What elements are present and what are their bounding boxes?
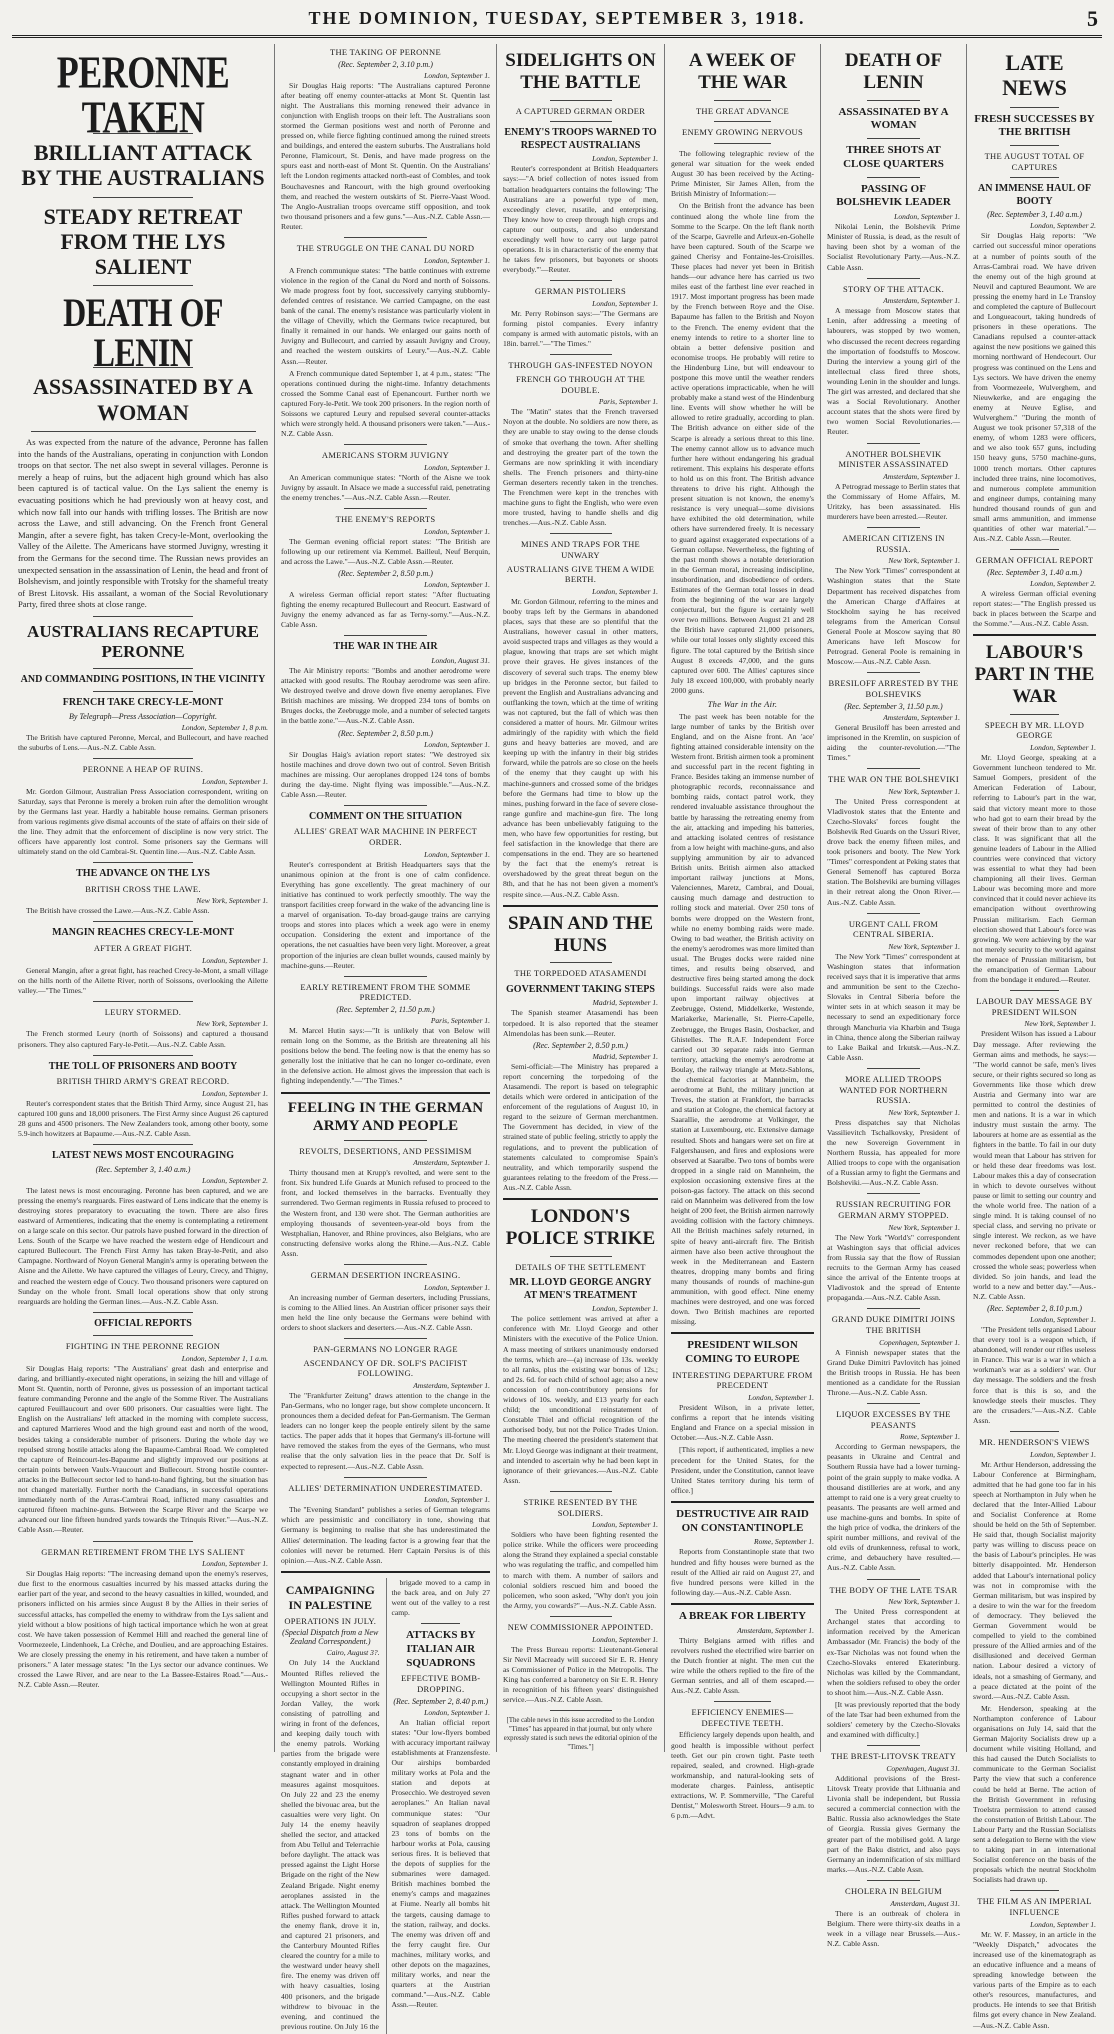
article-paragraph: An increasing number of German deserters, including Prussians, is coming to the Allied lines. An Austrian officer prisoner says their men held the line only because the Germans were behind with orders to shoot slackers and deserters.—Aus.-N.Z. Cable Assn. xyxy=(281,1292,490,1332)
headline-labours-part: LABOUR'S PART IN THE WAR xyxy=(974,642,1095,707)
subhead: FRENCH GO THROUGH AT THE DOUBLE. xyxy=(515,373,646,395)
headline-brilliant-attack: BRILLIANT ATTACK BY THE AUSTRALIANS xyxy=(21,140,265,191)
article-paragraph: Reuter's correspondent at British Headquarters says:—"A brief collection of notes issued from battalion headquarters contains the following: 'The Australians are a powerful type of men, exceedingly clever, rusatile, and enterprising. They know how to creep through high crops and capture our outposts, and also understand exceedingly well how to carry out large patrol operations. It is in characteristic of the enemy that he takes few prisoners, but bayonets or shoots everybody.'"—Reuter. xyxy=(503,164,658,275)
article-paragraph: The British have captured Peronne, Mercal, and Bullecourt, and have reached the suburbs of Lens.—Aus.-N.Z. Cable Assn. xyxy=(18,732,268,752)
article-paragraph: Semi-official:—The Ministry has prepared a report concerning the torpedoing of the Atasamendi. The report is based on telegraphic details which were ordered in anticipation of the enforcement of the regulations of August 10, in regard to the seizure of German merchantmen. The Government has decided, in view of the strained state of public feeling, strictly to apply the regulations, and to prevent the publication of statements calculated to compromise Spain's neutrality, and which temporarily suspend the guarantees relating to the freedom of the Press.—Aus.-N.Z. Cable Assn. xyxy=(503,1061,658,1192)
dateline: London, September 1. xyxy=(424,1495,490,1505)
article-paragraph: President Wilson, in a private letter, confirms a report that he intends visiting England and France on a special mission in October.—Aus.-N.Z. Cable Assn. xyxy=(671,1403,814,1443)
article-paragraph: Sir Douglas Haig reports: "The increasing demand upon the enemy's reserves, due first to the enormous casualties incurred by his massed attacks during the earlier part of the year, and second to the heavy casualties in killed, wounded, and prisoners inflicted on his armies since August 8 by the Allies in their series of successful attacks, has compelled the enemy to withdraw from the Lys salient and yield without a blow positions of high tactical importance which he won at great cost. We have taken possession of Kemmel Hill and reached the general line of Voormezeele, Lindenhoek, La Crèche, and Doulieu, and are approaching Estaires. We are closely pressing the enemy in his retirement, and have taken a number of prisoners." A later message states: "In the Lys sector our advance continues. We crossed the Lawe River, and are near to the La Bassee-Estaires Road."—Aus.-N.Z. Cable Assn.—Reuter. xyxy=(18,1569,268,1690)
received-note: (Rec. September 3, 1.40 a.m.) xyxy=(95,1164,191,1174)
received-note: (Rec. September 2, 11.50 p.m.) xyxy=(336,1005,435,1014)
dateline: London, September 1. xyxy=(202,1088,268,1098)
dateline: Amsterdam, September 1. xyxy=(413,1158,490,1168)
dateline: London, September 1. xyxy=(592,1520,658,1530)
subhead: BRITISH THIRD ARMY'S GREAT RECORD. xyxy=(56,1076,230,1087)
article-paragraph: Thirty thousand men at Krupp's revolted, and were sent to the front. Six hundred Life Guards at Munich refused to proceed to the front, and locked themselves in the barracks. Eventually they surrendered. Two German regiments in Russia refused to proceed to the Western front, and 130 were shot. The German authorities are employing thousands of seventeen-year-old boys from the Westphalian, Hanover, and Rhine provinces, also Belgians, who are constructing defensive works along the Rhine.—Aus.-N.Z. Cable Assn. xyxy=(281,1168,490,1258)
article-paragraph: On July 14 the Auckland Mounted Rifles relieved the Wellington Mounted Rifles in occupying a short sector in the Jordan Valley, the work consisting of patrolling and wiring in front of the defences, and keeping daily touch with the enemy patrols. Working parties from the brigade were constantly employed in draining stagnant water and in other measures against mosquitoes. On July 22 and 23 the enemy shelled the bivouac area, but the casualties were very light. On July 14 the enemy heavily shelled the sector, and attacked from Abu Tellul and Telerrachie before daylight. The attack was pressed against the Light Horse Brigade on the right of the New Zealand Brigade. Night enemy aeroplanes assisted in the attack. The Wellington Mounted Rifles pushed forward to attack the enemy flank, drove it in, and captured 21 prisoners, and the Canterbury Mounted Rifles cleared the country for a mile to the westward under heavy shell fire. The enemy was driven off with heavy casualties, losing 400 prisoners, and the brigade withdrew to bivouac in the evening, and continued the previous routine. On July 16 the xyxy=(281,1658,380,2031)
subhead: THE WAR IN THE AIR xyxy=(333,641,438,653)
dateline: London, September 1. xyxy=(202,955,268,965)
dateline: New York, September 1. xyxy=(888,1597,960,1607)
article-paragraph: "The President tells organised Labour that every tool is a weapon which, if abandoned, will render our rifles useless in France. This war is a war in which a workman's war as a soldiers' war. Our day message. The soldiers and the fresh force that is this is so, and the knowledge steels their muscles. They are the crusaders."—Aus.-N.Z. Cable Assn. xyxy=(973,1324,1096,1425)
dateline: New York, September 1. xyxy=(1024,1019,1096,1029)
subhead: THE AUGUST TOTAL OF CAPTURES xyxy=(984,151,1085,172)
article-paragraph: Sir Douglas Haig reports: "The Australians' great dash and enterprise and daring, and brilliantly-executed night operations, in seizing the hill and village of Mont St. Quentin, north of Peronne, gives us possession of an important tactical feature commanding Peronne and the angle of the Somme River. The Australians captured Feuillaucourt and over 600 prisoners. Our casualties were light. The English on the Australians' left attacked in the morning with complete success, and captured Marrieres Wood and the high ground east and north of the wood, besides taking a considerable number of prisoners. During the whole day we repulsed strong hostile attacks along the Bapaume-Cambrai Road. We completed the capture of Reincourt-les-Bapaume and slightly improved our positions at certain points between Vaulx-Vraucourt and Bullecourt. Strong hostile counter-attacks in the Bullecourt sector led to hand-to-hand fighting, but the situation has not changed materially. Further north the Canadians, in successful operations immediately north of the Arras-Cambrai Road, inflicted many casualties and captured fifteen machine-guns. Between the Scarpe River and the Scarpe we advanced our line fifteen hundred yards towards the Trinquis River."—Aus.-N.Z. Cable Assn.—Reuter. xyxy=(18,1363,268,1535)
headline-peronne-taken: PERONNE TAKEN xyxy=(56,47,230,143)
subhead: THE TORPEDOED ATASAMENDI xyxy=(514,968,647,979)
dateline: London, September 1. xyxy=(424,255,490,265)
dateline: London, September 1. xyxy=(424,526,490,536)
subhead: FIGHTING IN THE PERONNE REGION xyxy=(65,1341,221,1352)
subhead: THE ENEMY'S REPORTS xyxy=(335,514,436,525)
dateline: London, September 1. xyxy=(1030,1449,1096,1459)
page-number: 5 xyxy=(1087,6,1098,31)
subhead: ANOTHER BOLSHEVIK MINISTER ASSASSINATED xyxy=(838,448,949,470)
dateline: London, September 1. xyxy=(894,212,960,222)
dateline: New York, September 1. xyxy=(196,1019,268,1029)
article-paragraph: An American communique states: "North of the Aisne we took Juvigny by assault. In Alsace we made a successful raid, penetrating the enemy trenches."—Aus.-N.Z. Cable Assn.—Reuter. xyxy=(281,472,490,503)
column-3 xyxy=(496,44,664,1752)
headline-police-strike: LONDON'S POLICE STRIKE xyxy=(505,1205,656,1249)
article-paragraph: The French stormed Leury (north of Soissons) and captured a thousand prisoners. They also captured Fary-le-Petit.—Aus.-N.Z. Cable Assn. xyxy=(18,1029,268,1049)
dateline: London, September 1, 1 a.m. xyxy=(181,1353,268,1363)
dateline: Amsterdam, September 1. xyxy=(413,1380,490,1390)
article-paragraph: Reuter's correspondent at British Headquarters says that the unanimous opinion at the front is one of calm confidence. Everything has gone excellently. The great machinery of our initiative has continued to work perfectly smoothly. The way the transport facilities creep forward in the wake of the advancing line is a marvel of organisation. To-day broad-gauge trains are carrying troops and stores into places which a week ago were in enemy occupation. Considering the extent and importance of the operations, the net casualties have been very light. Moreover, a great proportion of the injuries are clean bullet wounds, caused mainly by machine-guns.—Reuter. xyxy=(281,859,490,970)
intro-paragraph: As was expected from the nature of the advance, Peronne has fallen into the hands of the Australians, operating in conjunction with London troops on that sector. The net also swept in several villages. Peronne is merely a heap of ruins, but the adjacent high ground which has also been captured is of tactical value. On the Lys salient the enemy is evacuating positions which he had previously won at heavy cost, and which now fall into our hands with trifling losses. The British are now across the Lawe, and still advancing. On the French front General Mangin, after a severe fight, has taken Crecy-le-Mont, overlooking the Valley of the Ailette. The Americans have stormed Juvigny, wresting it from the Germans for the second time. The Russian news provides an unexpected sensation in the assassination of Lenin, the head and front of Bolshevism, and jointly responsible with Trotsky for the shameful treaty of Brest Litovsk. His assailant, a woman of the Social Revolutionary Party, fired three shots at close range. xyxy=(18,437,268,610)
article-paragraph: Thirty Belgians armed with rifles and revolvers rushed the electrified wire barrier on the Dutch frontier at night. The men cut the wire while the others replied to the fire of the German sentries, and all of them escaped.—Aus.-N.Z. Cable Assn. xyxy=(671,1635,814,1696)
article-paragraph: Sir Douglas Haig reports: "The Australians captured Peronne after beating off enemy counter-attacks at Mont St. Quentin last night. The Australians this morning renewed their advance in conjunction with English troops on their left. The Australians soon stormed the German positions west and north of Peronne and pressed on, while fierce fighting continued among the ruined streets and buildings, and entered the eastern suburbs. The Australians hold Peronne, Flamicourt, St. Denis, and have made progress on the spurs east and north-east of Mont St. Quentin. On the Australians' left the London regiments attacked north-east of Combles, and took Bouchavesnes and Rancourt, with the high ground overlooking them, and reached the western outskirts of St. Pierre-Vaast Wood. The Anglo-Australian troops overcame stiff opposition, and took two thousand prisoners and a few guns."—Aus.-N.Z. Cable Assn.—Reuter. xyxy=(281,80,490,231)
advert-text: Efficiency largely depends upon health, and good health is impossible without perfect teeth. Get our pin crown tight. Paste teeth repaired, sealed, and crowned. High-grade workmanship, and natural-looking sets of moderate charges. Painless, antiseptic extractions, W. P. Sommerville, "The Careful Dentist," Molesworth Street. Hours—9 a.m. to 6 p.m.—Advt. xyxy=(671,1730,814,1821)
subhead: GOVERNMENT TAKING STEPS xyxy=(506,983,655,995)
article-paragraph: A wireless German official evening report states:—"The English pressed us back in places between the Scarpe and the Somme."—Aus.-N.Z. Cable Assn. xyxy=(973,588,1096,629)
received-note: (Rec. September 3, 11.50 p.m.) xyxy=(844,701,943,711)
dateline: New York, September 1. xyxy=(888,1107,960,1117)
article-paragraph: Mr. Arthur Henderson, addressing the Labour Conference at Birmingham, admitted that he had gone too far in his speech at Northampton in July when he declared that the Inter-Allied Labour and Socialist Conference at Rome should be held on the 5th of September. He said that, though Socialist majority party was willing to discuss peace on the basis of Labour's principles. He was bitterly disappointed. Mr. Henderson added that Labour's international policy was not in compromise with the German militarism, but was inspired by a desire to win the war for the freedom of democracy. They believed the German Government would be compelled to yield to the combined pressure of the Allied armies and of the disillusioned and deceived German nation. Labour desired a victory of ideals, not a smashing of Germany, and a peace dictated at the point of the sword.—Aus.-N.Z. Cable Assn. xyxy=(973,1459,1096,1701)
subhead: LIQUOR EXCESSES BY THE PEASANTS xyxy=(836,1409,951,1430)
subhead: THROUGH GAS-INFESTED NOYON xyxy=(508,360,653,371)
article-paragraph: The "Frankfurter Zeitung" draws attention to the change in the Pan-Germans, who no longer rage, but show complete unconcern. It pronounces them a decided defeat for Pan-Germanism. The German leaders can no longer keep the people entirely silent by the same tactics. The paper adds that it hopes that Germany's ill-fortune will have removed the stakes from the eyes of the Germans, who must realise that the only salvation lies in the peace that Dr. Solf is expected to represent.—Aus.-N.Z. Cable Assn. xyxy=(281,1390,490,1471)
subhead: GERMAN RETIREMENT FROM THE LYS SALIENT xyxy=(41,1546,245,1557)
subhead: THE STRUGGLE ON THE CANAL DU NORD xyxy=(296,243,475,254)
article-paragraph: A French communique states: "The battle continues with extreme violence in the region of the Canal du Nord and north of Soissons. We made progress foot by foot, successively carrying stubbornly-defended centres of resistance. We carried Campagne, on the east bank of the canal. The enemy's resistance was particularly violent in the village of Chevilly, which the Germans twice recaptured, but finally it remained in our hands. We enlarged our gains north of Juvigny and Bullecourt, and carried by assault Juvigny and Crouy, and reached the western outskirts of Leury."—Aus.-N.Z. Cable Assn.—Reuter. xyxy=(281,265,490,366)
subhead: LATEST NEWS MOST ENCOURAGING xyxy=(52,1150,234,1162)
editorial-note: [The cable news in this issue accredited to the London "Times" has appeared in that journal, but only where expressly stated is such news the editorial opinion of the "Times."] xyxy=(503,1717,658,1752)
article-paragraph: A message from Moscow states that Lenin, after addressing a meeting of labourers, was stopped by two women, who discussed the recent decrees regarding the importation of foodstuffs to Moscow. During the interview a young girl of the intellectual class fired three shots, wounding Lenin in the shoulder and lungs. The girl was arrested, and declared that she was a Social Revolutionary. Another account states that the shots were fired by two women Social Revolutionaries.—Reuter. xyxy=(827,306,960,437)
article-paragraph: [This report, if authenticated, implies a new precedent for the United States, for the President, under the Constitution, cannot leave United States territory during his term of office.] xyxy=(671,1445,814,1495)
headline-week-of-war: A WEEK OF THE WAR xyxy=(688,50,797,93)
article-paragraph: The following telegraphic review of the general war situation for the week ended August 30 has been received by the Acting-Prime Minister, Sir James Allen, from the British Ministry of Information:— xyxy=(671,148,814,199)
received-note: (Rec. September 3, 1.40 a.m.) xyxy=(987,210,1082,220)
dateline: London, September 1. xyxy=(424,580,490,590)
article-paragraph: The United Press correspondent at Archangel states that according to information received by the American Ambassador (Mr. Francis) the body of the ex-Tsar Nicholas was not found when the Czecho-Slovaks entered Ekaterinburg. Nicholas was killed by the Commandant, when the soldiers refused to obey the order to shoot him.—Aus.-N.Z. Cable Assn. xyxy=(827,1607,960,1697)
subhead: THE FILM AS AN IMPERIAL INFLUENCE xyxy=(977,1896,1092,1918)
subhead: MINES AND TRAPS FOR THE UNWARY xyxy=(521,539,640,560)
subhead: The War in the Air. xyxy=(707,699,778,709)
article-paragraph: The Press Bureau reports: Lieutenant-General Sir Nevil Macready will succeed Sir E. R. Henry as Commissioner of Police in the Metropolis. The King has conferred a baronetcy on Sir E. R. Henry in recognition of his fifteen years' distinguished service.—Aus.-N.Z. Cable Assn. xyxy=(503,1644,658,1704)
dateline: New York, September 1. xyxy=(888,556,960,566)
dateline: Amsterdam, September 1. xyxy=(883,471,960,481)
dateline: Amsterdam, September 1. xyxy=(883,296,960,306)
article-paragraph: General Mangin, after a great fight, has reached Crecy-le-Mont, a small village on the hills north of the Ailette River, north of Soissons, overlooking the Ailette valley.—"The Times." xyxy=(18,965,268,995)
article-paragraph: [It was previously reported that the body of the late Tsar had been exhumed from the soldiers' cemetery by the Czecho-Slovaks and examined with difficulty.] xyxy=(827,1699,960,1740)
subhead: ENEMY GROWING NERVOUS xyxy=(682,127,803,138)
article-paragraph: The police settlement was arrived at after a conference with Mr. Lloyd George and other Ministers with the executive of the Police Union. A mass meeting of strikers unanimously endorsed the terms, which are—(a) increase of 13s. weekly to all ranks, plus the existing war bonus of 12s.; and 2s. 6d. for each child of school age; also a new concession of non-contributory pensions for widows of 10s. weekly, and £13 yearly for each child; the unconditional reinstatement of Constable Thiel and official recognition of the authorised body, but not the Police Trades Union. The meeting cheered the president's statement that Mr. Lloyd George was indignant at their treatment, and intended to ascertain why he had been kept in ignorance of their grievances.—Aus.-N.Z. Cable Assn. xyxy=(503,1314,658,1485)
subhead: A CAPTURED GERMAN ORDER xyxy=(515,105,646,116)
subhead: COMMENT ON THE SITUATION xyxy=(308,810,463,822)
subhead: PASSING OF BOLSHEVIK LEADER xyxy=(836,182,951,209)
dateline: Rome, September 1. xyxy=(900,1432,960,1442)
article-paragraph: The British have crossed the Lawe.—Aus.-N.Z. Cable Assn. xyxy=(26,906,210,916)
dateline: London, September 1. xyxy=(1030,743,1096,753)
subhead: MR. LLOYD GEORGE ANGRY AT MEN'S TREATMENT xyxy=(509,1277,652,1301)
dateline: Madrid, September 1. xyxy=(592,998,658,1008)
dateline: London, September 1. xyxy=(202,776,268,786)
dateline: Copenhagen, August 31. xyxy=(886,1763,960,1773)
headline-feeling-german-army: FEELING IN THE GERMAN ARMY AND PEOPLE xyxy=(287,1099,484,1134)
dateline: London, September 1. xyxy=(592,154,658,164)
dateline: London, September 1. xyxy=(424,462,490,472)
column-5 xyxy=(820,44,966,1948)
dateline: Rome, September 1. xyxy=(754,1537,814,1547)
article-paragraph: Soldiers who have been fighting resented the police strike. While the officers were proceeding along the Strand they explained a special constable who was regulating the traffic, and compelled him to march with them. A number of sailors and colonial soldiers rescued him and booed the policemen, who soon asked, "Why don't you join the Army, you cowards?"—Aus.-N.Z. Cable Assn. xyxy=(503,1530,658,1610)
masthead-title: THE DOMINION, TUESDAY, SEPTEMBER 3, 1918. xyxy=(308,8,806,28)
article-paragraph: brigade moved to a camp in the back area, and on July 27 went out of the valley to a rest camp. xyxy=(391,1577,490,1618)
dateline: London, September 1. xyxy=(592,1304,658,1314)
subhead: GRAND DUKE DIMITRI JOINS THE BRITISH xyxy=(831,1314,956,1335)
received-note: (Rec. September 2, 8.50 p.m.) xyxy=(338,728,433,738)
subhead: OPERATIONS IN JULY. xyxy=(284,1615,377,1626)
headline-death-of-lenin: DEATH OF LENIN xyxy=(63,289,223,375)
column-2 xyxy=(274,44,496,2031)
dateline: London, September 1. xyxy=(424,1282,490,1292)
subhead: EFFECTIVE BOMB-DROPPING. xyxy=(401,1673,481,1695)
article-paragraph: An Italian official report states: "Our low-flyers bombed with accuracy important railway establishments at Franzensfeste. Our airships bombarded military works at Pola and the station and depots at Prosecchio. We destroyed seven aeroplanes." An Italian naval communique states: "Our squadron of seaplanes dropped 23 tons of bombs on the harbour works at Pola, causing serious fires. It is believed that the depots of supplies for the submarines were damaged. British machines bombed the enemy's camps and magazines at Fiume. Nearly all bombs hit the targets, causing damage to the station, railway, and docks. The enemy was driven off and the ferry caught fire. Our machines, military works, and other depots on the magazines, military works, and near the quarters at the Austrian command."—Aus.-N.Z. Cable Assn.—Reuter. xyxy=(391,1717,490,2010)
dateline: Amsterdam, August 31. xyxy=(890,1898,960,1908)
dateline: London, September 1. xyxy=(202,1559,268,1569)
dateline: New York, September 1. xyxy=(196,896,268,906)
subhead: ALLIES' DETERMINATION UNDERESTIMATED. xyxy=(288,1482,483,1493)
subhead: ALLIES' GREAT WAR MACHINE IN PERFECT ORDER. xyxy=(293,826,478,848)
article-paragraph: The Spanish steamer Atasamendi has been torpedoed. It is also reported that the steamer Almendolas has been sunk.—Reuter. xyxy=(503,1008,658,1038)
masthead xyxy=(12,4,1102,38)
received-note: (Rec. September 2, 8.10 p.m.) xyxy=(987,1303,1082,1313)
subhead: AFTER A GREAT FIGHT. xyxy=(93,942,193,953)
article-paragraph: Reports from Constantinople state that two hundred and fifty houses were burned as the result of the Allied air raid on August 27, and five hundred persons were killed in the following day.—Aus.-N.Z. Cable Assn. xyxy=(671,1547,814,1597)
article-paragraph: Sir Douglas Haig's aviation report states: "We destroyed six hostile machines and drove down two out of control. Seven British machines are missing. Our aeroplanes dropped 124 tons of bombs during the day-time. Night flying was impossible."—Aus.-N.Z. Cable Assn.—Reuter. xyxy=(281,749,490,799)
article-paragraph: The German evening official report states: "The British are following up our retirement via Kemmel. Bailleul, Neuf Berquin, and across the Lawe."—Aus.-N.Z. Cable Assn.—Reuter. xyxy=(281,536,490,566)
column-1 xyxy=(12,44,274,1752)
article-paragraph: Reuter's correspondent states that the British Third Army, since August 21, has captured 100 guns and 18,000 prisoners. The First Army since August 26 captured 28 guns and 4500 prisoners. The New Zealanders took, among other booty, some 5.9-inch howitzers at Bapaume.—Aus.-N.Z. Cable Assn. xyxy=(18,1098,268,1139)
received-note: (Rec. September 2, 8.50 p.m.) xyxy=(533,1040,628,1050)
subhead: MORE ALLIED TROOPS WANTED FOR NORTHERN RUSSIA. xyxy=(839,1073,948,1106)
dateline: London, September 1. xyxy=(592,586,658,596)
headline-death-of-lenin-2: DEATH OF LENIN xyxy=(844,50,943,93)
subhead: ENEMY'S TROOPS WARNED TO RESPECT AUSTRALIANS xyxy=(504,127,657,151)
subhead: ASCENDANCY OF DR. SOLF'S PACIFIST FOLLOWING. xyxy=(303,1357,468,1379)
subhead: ASSASSINATED BY A WOMAN xyxy=(838,105,949,132)
subhead: FRESH SUCCESSES BY THE BRITISH xyxy=(974,112,1095,139)
dateline: London, September 1. xyxy=(1030,1919,1096,1929)
dateline: London, September 1. xyxy=(748,1393,814,1403)
subhead: LEURY STORMED. xyxy=(104,1006,182,1017)
subhead: DETAILS OF THE SETTLEMENT xyxy=(515,1261,646,1272)
article-paragraph: Mr. Perry Robinson says:—"The Germans are forming pistol companies. Every infantry company is armed with automatic pistols, with an 18in. barrel."—"The Times." xyxy=(503,308,658,349)
article-paragraph: The past week has been notable for the large number of tanks by the British over England, and on the Aisne front. An 'ace' fighting attained considerable intensity on the Western front. British airmen took a prominent and successful part in the recent fighting in France. Besides taking an immense number of photographic records, reconnaissance and bombing raids, contact patrol work, they rendered invaluable assistance throughout the battle by harassing the retreating enemy from the air, attacking and impeding his batteries, and attacking isolated centres of resistance from a low height with machine-guns, and also supplying ammunition by air to advanced British units. British airmen also attacked important railway junctions at Mons, Valenciennes, Maretz, Cambrai, and Douai, causing much damage and destruction to rolling stock and material. Over 250 tons of bombs were dropped on the Western front, while no enemy bombing raids were made. Owing to bad weather, the British activity on the enemy's aerodromes was more limited than usual. The Bruges docks were raided nine times, and results being observed, and destructive fires being started among the dock buildings. Successful raids were also made upon important railway objectives at Zeebrugge, Ostend, Middelkerke, Westende, Mariakerke, Marienalle, St. Pierre-Capelle, Zeebrugge, the Bruges Basin, Oosbacker, and Ghistelles. The R.A.F. Independent Force carried out 30 separate raids into German territory, attacking the enemy's aerodrome at Boulay, the railway triangle at Metz-Sablons, the chemical factories at Mannheim, the aerodrome at Buhl, the military junction at Treves, the station at Frankfort, the barracks and station at Cologne, the chemical factory at Saarallie, the aerodrome at Volkinger, the station at Luxembourg, etc. Extensive damage resulted. Shots and hangars were set on fire at Falgershausen, and fires and explosions were observed at Saaralbe. Two tons of bombs were dropped in a single raid on Mannheim, the explosion occasioning extensive fires at the poison-gas factory. The attack on this second raid on Mannheim was delivered from the low height of 200 feet, the British airmen narrowly avoiding collision with the factory chimneys. All the British machines safely returned, in spite of heavy anti-aircraft fire. The British airmen have also been active throughout the week in the Mediterranean and Eastern theatres, dropping many bombs and firing many thousands of rounds of machine-gun ammunition, with good effect. Nine enemy machines were destroyed, and one was forced down. Two British machines are reported missing. xyxy=(671,711,814,1327)
subhead: RUSSIAN RECRUITING FOR GERMAN ARMY STOPPED. xyxy=(835,1199,952,1221)
headline-spain-huns: SPAIN AND THE HUNS xyxy=(508,912,653,956)
column-6 xyxy=(966,44,1102,2030)
subhead: PERONNE A HEAP OF RUINS. xyxy=(82,763,204,774)
article-paragraph: A Finnish newspaper states that the Grand Duke Dimitri Pavlovitch has joined the British troops in Russia. He has been mentioned as a candidate for the Russian Throne.—Aus.-N.Z. Cable Assn. xyxy=(827,1347,960,1397)
dateline: London, September 2. xyxy=(1030,578,1096,588)
headline-wilson-europe: PRESIDENT WILSON COMING TO EUROPE xyxy=(685,1339,800,1366)
article-paragraph: According to German newspapers, the peasants in Ukraine and Central and Southern Russia have had a lower turning-point of the grain supply to make vodka. A thousand distilleries are at work, and any attempt to raid one is a very great cruelty to peasants. The peasants are well armed and use machine-guns and bombs. In spite of the high price of vodka, the drinkers of the spirit number millions, and revival of the old evils of drunkenness, refusal to work, crime, and debauchery have resulted.—Aus.-N.Z. Cable Assn. xyxy=(827,1442,960,1573)
article-paragraph: The Air Ministry reports: "Bombs and another aerodrome were attacked with good results. The Roubay aerodrome was seen afire. We destroyed twelve and drove down five enemy aeroplanes. Five British machines are missing. We dropped 234 tons of bombs on Bruges docks, the Zeebrugge mole, and a number of selected targets in the battle zone."—Aus.-N.Z. Cable Assn. xyxy=(281,665,490,726)
subhead: LABOUR DAY MESSAGE BY PRESIDENT WILSON xyxy=(976,996,1093,1017)
article-paragraph: The New York "World's" correspondent at Washington says that official advices from Russia say that the flow of Russian recruits to the German Army has ceased since the arrival of the Entente troops at Vladivostok and the spread of Entente propaganda.—Aus.-N.Z. Cable Assn. xyxy=(827,1232,960,1303)
article-paragraph: The "Evening Standard" publishes a series of German telegrams which are pessimistic and conciliatory in tone, showing that Germany is beginning to realise that she has underestimated the Allies' determination. The leading factor is a growing fear that the colonies will never be returned. Herr Captain Persius is of this opinion.—Aus.-N.Z. Cable Assn. xyxy=(281,1505,490,1565)
article-paragraph: A Petrograd message to Berlin states that the Commissary of Home Affairs, M. Uritzky, has been assassinated. His murderers have been arrested.—Reuter. xyxy=(827,481,960,522)
headline-assassinated: ASSASSINATED BY A WOMAN xyxy=(32,374,254,425)
dateline: London, September 1. xyxy=(592,1634,658,1644)
subhead: INTERESTING DEPARTURE FROM PRECEDENT xyxy=(672,1369,813,1391)
article-paragraph: The United Press correspondent at Vladivostok states that the Entente and Czecho-Slovaks' forces fought the Bolshevik Red Guards on the Ussuri River, drove back the enemy fifteen miles, and took prisoners and booty. The New York "Times" correspondent at Peking states that General Semenoff has captured Borza station. The Bolsheviki are burning villages in their retreat along the Onon River.—Aus.-N.Z. Cable Assn. xyxy=(827,796,960,907)
dateline: London, September 1. xyxy=(424,739,490,749)
subhead: PAN-GERMANS NO LONGER RAGE xyxy=(313,1344,458,1355)
subhead: STRIKE RESENTED BY THE SOLDIERS. xyxy=(523,1496,638,1518)
headline-italian-air: ATTACKS BY ITALIAN AIR SQUADRONS xyxy=(405,1629,476,1669)
dateline: London, August 31. xyxy=(431,655,490,665)
subhead: MANGIN REACHES CRECY-LE-MONT xyxy=(52,927,234,939)
subhead: GERMAN DESERTION INCREASING. xyxy=(310,1270,461,1281)
dateline: London, September 1. xyxy=(592,298,658,308)
article-paragraph: President Wilson has issued a Labour Day message. After reviewing the German aims and methods, he says:— "The world cannot be safe, men's lives secure, or their rights secured so long as Governments like those which drew Austria and Germany into war are permitted to control the destinies of men and nations. It is a war in which industry must sustain the army. The labourers at home are as essential as the fighters in the battle. To fail in our duty would mean that Labour has striven for or held these dear freedoms was lost. Labour makes this a day of consecration in which to devote ourselves without pause or limit to setting our country and the whole world free. The nation of a single mind. It is taking counsel of no special class, and serving no private or single interest. We reckon, as we have never reckoned before, that we can commodes dependent upon one another; crossed the whole seas; powerless when divided. So join hands, and lead the world to a new and better day."—Aus.-N.Z. Cable Assn. xyxy=(973,1029,1096,1301)
received-note: (Special Dispatch from a New Zealand Correspondent.) xyxy=(282,1628,379,1647)
column-4 xyxy=(664,44,820,1821)
dateline: Amsterdam, September 1. xyxy=(737,1625,814,1635)
headline-australians-recapture: AUSTRALIANS RECAPTURE PERONNE xyxy=(27,621,259,662)
headline-air-raid-constantinople: DESTRUCTIVE AIR RAID ON CONSTANTINOPLE xyxy=(676,1507,809,1534)
article-paragraph: The New York "Times" correspondent at Washington states that the State Department has received dispatches from the American Charge d'Affaires at Stockholm saying he has received telegrams from the American Consul General Poole at Moscow saying that 80 Americans have left Moscow for Petrograd. General Poole is remaining in Moscow.—Aus.-N.Z. Cable Assn. xyxy=(827,566,960,667)
dateline: New York, September 1. xyxy=(888,1222,960,1232)
dateline: Copenhagen, September 1. xyxy=(879,1337,960,1347)
received-note: (Rec. September 2, 8.40 p.m.) xyxy=(393,1696,489,1706)
dateline: New York, September 1. xyxy=(888,941,960,951)
received-note: (Rec. September 3, 1.40 a.m.) xyxy=(987,567,1082,577)
article-paragraph: Mr. Gordon Gilmour, referring to the mines and booby traps left by the Germans in abandoned places, says that these are so plentiful that the Australians, however casual in other matters, avoid suspected traps and villages as they would a plague, knowing that traps are set which might prove their graves. He gives instances of the discovery of several such traps. The enemy blew up bridges in the Peronne sector, but failed to prevent the English and Australians advancing and outflanking the town, which at the time of writing was not captured, but the fall of which was then considered a matter of hours. Mr. Gilmour writes admiringly of the rapidity with which the field guns and heavy batteries are moved, and are keeping up with the infantry in their big strides forward, while the patrols are so close on the heels of the enemy that they caught up with his machine-gunners and crossed some of the bridges before the Germans had time to blow up the mines, pushing forward in the face of severe close-range gunfire and machine-gun fire. The long advance has been unbelievably fatiguing to the men, who have few opportunities for resting, but feel satisfaction in the knowledge that there are compensations in the end. They are so heartened by the fact that the enemy's retreat is overshadowed by the great threat begun on the 8th, and that he has not been given a moment's respite since.—Aus.-N.Z. Cable Assn. xyxy=(503,596,658,899)
subhead: THE GREAT ADVANCE xyxy=(695,105,790,116)
dateline: Madrid, September 1. xyxy=(592,1051,658,1061)
subhead: REVOLTS, DESERTIONS, AND PESSIMISM xyxy=(299,1145,472,1156)
dateline: New York, September 1. xyxy=(888,786,960,796)
dateline: London, September 1, 8 p.m. xyxy=(181,722,268,732)
subhead: URGENT CALL FROM CENTRAL SIBERIA. xyxy=(848,918,939,940)
article-paragraph: Additional provisions of the Brest-Litovsk Treaty provide that Lithuania and Livonia shall be independent, but Russia secured a commercial connection with the Baltic. Russia also acknowledges the State of Georgia. Russia gives Germany the greater part of the mobilised gold. A large part of the Baku district, and also pays Germany an indemnification of six milliard marks.—Aus.-N.Z. Cable Assn. xyxy=(827,1773,960,1874)
article-paragraph: Mr. Gordon Gilmour, Australian Press Association correspondent, writing on Saturday, says that Peronne is merely a broken ruin after the demolition wrought by the Germans last year. Hardly a habitable house remains. German prisoners from various regiments give dismal accounts of the state of affairs on their side of the line. They admit that the enforcement of discipline is now very strict. The officers have apparently lost control. Some prisoners say the Germans will ultimately stand on the old Cambrai-St. Quentin line.—Aus.-N.Z. Cable Assn. xyxy=(18,786,268,857)
article-paragraph: Press dispatches say that Nicholas Vassilievitch Tschalkovsky, President of the new Sovereign Government in Northern Russia, has appealed for more Allied troops to cope with the organisation of a Russian army to fight the Germans and Bolsheviki.—Aus.-N.Z. Cable Assn. xyxy=(827,1117,960,1188)
subhead: MR. HENDERSON'S VIEWS xyxy=(979,1436,1090,1447)
subhead: THE BREST-LITOVSK TREATY xyxy=(830,1751,957,1762)
subhead: CHOLERA IN BELGIUM xyxy=(844,1885,942,1896)
article-paragraph: Nikolai Lenin, the Bolshevik Prime Minister of Russia, is dead, as the result of having been shot by a woman of the Socialist Revolutionary Party.—Aus.-N.Z. Cable Assn. xyxy=(827,222,960,272)
headline-break-for-liberty: A BREAK FOR LIBERTY xyxy=(678,1609,807,1622)
advert-heading: EFFICIENCY ENEMIES—DEFECTIVE TEETH. xyxy=(691,1707,794,1728)
dateline: Paris, September 1. xyxy=(430,1016,490,1025)
article-paragraph: Mr. Henderson, speaking at the Northampton conference of Labour organisations on July 14, said that the German Majority Socialists drew up a document while visiting Holland, and this had caused the Dutch Socialists to communicate to the German Socialist Party the view that such a conference could be held at Berne. The action of the British Government in refusing Troelstra permission to attend caused the consternation of British Labour. The Labour Party and the Russian Socialists sent a delegation to Berne with the view to taking part in an international Socialist conference on the basis of the proposals which the neutral Stockholm Socialists had drawn up. xyxy=(973,1703,1096,1885)
dateline: Paris, September 1. xyxy=(598,397,658,407)
headline-commanding-positions: AND COMMANDING POSITIONS, IN THE VICINITY xyxy=(20,673,266,685)
dateline: Cairo, August 3?. xyxy=(326,1648,380,1658)
dateline: Amsterdam, September 1. xyxy=(883,712,960,722)
subhead: BRESILOFF ARRESTED BY THE BOLSHEVIKS xyxy=(828,678,959,699)
headline-sidelights: SIDELIGHTS ON THE BATTLE xyxy=(505,50,656,93)
subhead: THE ADVANCE ON THE LYS xyxy=(76,868,210,880)
article-paragraph: A wireless German official report states: "After fluctuating fighting the enemy recaptured Bullecourt and Reocurt. Eastward of Juvigny the enemy advanced as far as Terny-sorny."—Aus.-N.Z. Cable Assn. xyxy=(281,590,490,630)
subhead: SPEECH BY MR. LLOYD GEORGE xyxy=(984,719,1085,741)
dateline: London, September 2. xyxy=(1030,221,1096,231)
article-paragraph: M. Marcel Hutin says:—"It is unlikely that von Below will remain long on the Somme, as the British are threatening all his positions below the bend. The feeling now is that the enemy has so generally lost the initiative that he can no longer co-ordinate, even in the defensive action. He almost gives the impression that each is fighting independently."—"The Times." xyxy=(281,1026,490,1086)
received-note: (Rec. September 2, 8.50 p.m.) xyxy=(338,569,433,579)
headline-french-crecy: FRENCH TAKE CRECY-LE-MONT xyxy=(62,697,224,709)
subhead: THE BODY OF THE LATE TSAR xyxy=(829,1584,958,1595)
subhead: AUSTRALIANS GIVE THEM A WIDE BERTH. xyxy=(506,563,655,585)
subhead: BRITISH CROSS THE LAWE. xyxy=(85,883,201,894)
dateline: London, September 1. xyxy=(424,849,490,859)
article-paragraph: A French communique dated September 1, at 4 p.m., states: "The operations continued during the night-time. Infantry detachments crossed the Somme Canal east of Epenancourt. Further north we captured Fory-le-Petit. We took 200 prisoners. In the region north of Soissons we captured Leury and repulsed several counter-attacks which were strongly held. A thousand prisoners were taken."—Aus.-N.Z. Cable Assn. xyxy=(281,368,490,439)
article-paragraph: The "Matin" states that the French traversed Noyon at the double. No soldiers are now there, as they are unable to stay owing to the dense clouds of smoke that overhang the town. After shelling and destroying the greater part of the town the Germans are now sprinkling it with incendiary shells. The French prisoners and thirty-nine German deserters recently taken in the trenches. The Frenchmen were kept in the trenches with machine guns to fight the English, who were even more trusted, having to handle shells and dig trenches.—Aus.-N.Z. Cable Assn. xyxy=(503,407,658,528)
headline-late-news: LATE NEWS xyxy=(1002,50,1067,101)
subhead: THE TAKING OF PERONNE xyxy=(329,47,441,57)
subhead: THREE SHOTS AT CLOSE QUARTERS xyxy=(843,144,944,170)
headline-campaigning-palestine: CAMPAIGNING IN PALESTINE xyxy=(285,1582,375,1612)
received-note: (Rec. September 2, 3.10 p.m.) xyxy=(338,59,433,69)
split-section xyxy=(281,1578,490,2034)
subhead: NEW COMMISSIONER APPOINTED. xyxy=(507,1621,654,1632)
dateline: London, September 1. xyxy=(1030,1314,1096,1324)
subhead: STORY OF THE ATTACK. xyxy=(842,283,945,294)
subhead: AN IMMENSE HAUL OF BOOTY xyxy=(977,183,1092,207)
subhead: THE TOLL OF PRISONERS AND BOOTY xyxy=(48,1060,238,1072)
subhead: THE WAR ON THE BOLSHEVIKI xyxy=(828,773,959,784)
subhead: GERMAN OFFICIAL REPORT xyxy=(975,555,1094,566)
subhead: OFFICIAL REPORTS xyxy=(94,1317,192,1329)
article-paragraph: General Brusiloff has been arrested and imprisoned in the Kremlin, on suspicion of aiding the counter-revolution.—"The Times." xyxy=(827,722,960,762)
article-paragraph: Sir Douglas Haig reports: "We carried out successful minor operations at a number of points south of the Arras-Cambrai road. We have driven the enemy out of the high ground at Neuvil and captured Beaumont. We are pressing the enemy hard in Le Transloy and completed the capture of Bullecourt and Longueacourt, taking hundreds of prisoners in these operations. The Canadians repulsed a counter-attack against the new positions we gained this morning northward of Hendecourt. Our progress was continued on the Lens and Lys sectors. We have driven the enemy from Voormezeele, Wulverghem, and Nieuwkerke, and are engaging the enemy at Neuve Eglise, and Wulverghem." "During the month of August we took prisoner 57,318 of the enemy, of whom 1283 were officers, and we also took 657 guns, including 150 heavy guns, 5750 machine-guns, 1000 trench mortars. Other captures included three trains, nine locomotives, and numerous complete ammunition and engineer dumps, containing many hundred thousand rounds of gun and small arms ammunition, and immense quantities of other war material."—Aus.-N.Z. Cable Assn.—Reuter. xyxy=(973,231,1096,544)
subhead: GERMAN PISTOLIERS xyxy=(534,286,627,297)
article-paragraph: Mr. Lloyd George, speaking at a Government luncheon tendered to Mr. Samuel Gompers, president of the American Federation of Labour, referring to Labour's part in the war, said that victory meant more to those who had got to earn their bread by the sweat of their brow than to any other class. It was significant that all the genuine leaders of Labour in the Allied countries were convinced that victory was essential to what they had been championing all their lives. German Labour was becoming more and more convinced that it could never achieve its emancipation without overthrowing Prussian militarism. Each German election showed that Labour's force was growing. We were achieving by the war not merely security to the world against the menace of Prussian militarism, but the emancipation of German Labour from the bondage it endured.—Reuter. xyxy=(973,753,1096,985)
dateline: London, September 2. xyxy=(202,1175,268,1185)
article-paragraph: The New York "Times" correspondent at Washington states that information received says that it is imperative that arms and ammunition be sent to the Czecho-Slovaks in Central Siberia before the winter sets in at which season it may be necessary to send an expeditionary force through Manchuria via Kharbin and Tsuga in China, thence along the Siberian railway to Lake Baikal and Irkutsk.—Aus.-N.Z. Cable Assn. xyxy=(827,951,960,1062)
article-paragraph: Mr. W. F. Massey, in an article in the "Weekly Dispatch," advocates the increased use of the kinematograph as an educative influence and a means of spreading knowledge between the various parts of the Empire as to each other's resources, manufactures, and products. He intends to see that British films get every chance in New Zealand.—Aus.-N.Z. Cable Assn. xyxy=(973,1929,1096,2030)
subhead: AMERICAN CITIZENS IN RUSSIA. xyxy=(842,533,945,554)
article-paragraph: The latest news is most encouraging. Peronne has been captured, and we are pressing the enemy's rearguards. Fires eastward of Lens indicate that the enemy is destroying stores preparatory to evacuating the town. There are also fires eastward of Armentieres, indicating that the enemy is contemplating a retirement on a large scale on this sector. Our patrols have pushed forward in the direction of Lens. South of the Scarpe we have reached the western edge of Hendicourt and captured Bullecourt. The French First Army has taken Bray-le-Petit, and also Campagne. Northward of Noyon General Mangin's army is operating between the Aisne and the Ailette. We have captured the villages of Leury, Crecy, and Thigny, and reached the western edge of Coucy. Two thousand prisoners were captured on Sunday on the whole front. Small local operations show that only strong rearguards are holding the German lines.—Aus.-N.Z. Cable Assn. xyxy=(18,1185,268,1306)
article-paragraph: There is an outbreak of cholera in Belgium. There were thirty-six deaths in a week in a village near Brussels.—Aus.-N.Z. Cable Assn. xyxy=(827,1908,960,1948)
palestine-article xyxy=(281,1578,380,2034)
dateline: London, September 1. xyxy=(424,70,490,80)
copyright-note: By Telegraph—Press Association—Copyright. xyxy=(69,711,217,721)
subhead: AMERICANS STORM JUVIGNY xyxy=(321,450,450,461)
italian-air-article xyxy=(386,1578,491,2034)
article-paragraph: On the British front the advance has been continued along the whole line from the Somme to the Scarpe. On the left flank north of the Scarpe, Gavrelle and Arleux-en-Gohelle have been captured. South of the Scarpe we gained Cherisy and Fontaine-les-Croisilles. These places had never yet been in British hands—our advance here has carried us two miles east of the farthest line ever reached in 1917. Most important progress has been made by the French between Roye and the Oise. Bapaume has fallen to the British and Noyon to the French. The enemy evident that the enemy intends to retire to a shorter line to obtain a better defensive position and economise troops. He probably will retire to the Hindenburg Line, but will endeavour to postpone this move until the weather renders active operations impracticable, when he will probably make a stand west of the Hindenburg line. Events will show whether he will be allowed to retire gradually, according to plan. The British advance on either side of the Scarpe is already a serious threat to this line. The enemy cannot allow us to advance much further here without endangering his gradual retirement. This explains his desperate efforts to hold us on this front. The British advance threatens to drive his right. Although the present situation is not known, the enemy's resistance is very unequal—some divisions have exhibited the old determination, while others have surrendered freely. It is necessary to guard against exaggerated expectations of a German collapse. Nevertheless, the fighting of the past month shows a notable deterioration in the German moral, increasing indiscipline, insubordination, and disobedience of orders. Estimates of the German total losses in dead from the beginning of the war are largely conjectural, but the figure is certainly well over two millions. Between August 21 and 28 the British have captured 21,000 prisoners, while our total losses only slightly exceed this figure. The total captured by the British since August 8 exceeds 47,000, and the guns captured over 600. The Allies' captures since July 18 exceed 100,000, with probably nearly 2000 guns. xyxy=(671,201,814,695)
headline-lys-salient: STEADY RETREAT FROM THE LYS SALIENT xyxy=(43,203,243,280)
subhead: EARLY RETIREMENT FROM THE SOMME PREDICTED. xyxy=(300,981,471,1003)
dateline: London, September 1. xyxy=(424,1707,490,1717)
